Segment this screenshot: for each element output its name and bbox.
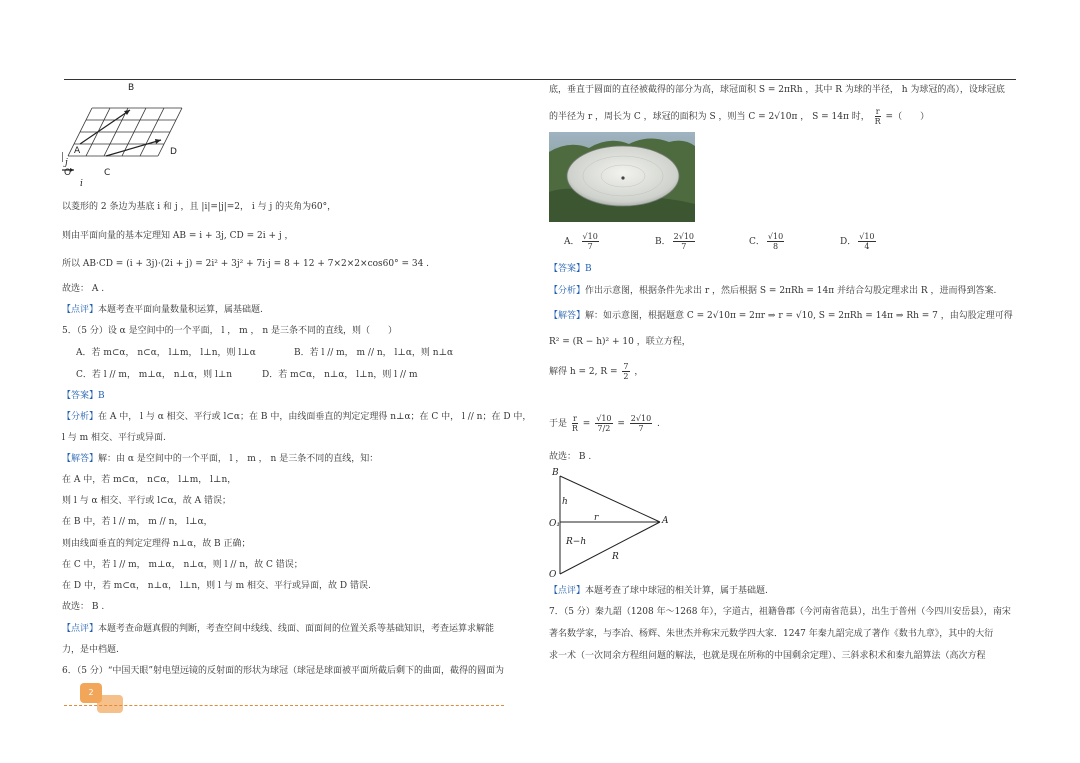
- diagram-label-a: A: [662, 516, 669, 526]
- frac-num: 2√10: [673, 232, 694, 241]
- comment-tag: 【点评】: [62, 305, 99, 315]
- fraction-r-over-r: [875, 107, 881, 126]
- option-label: B．: [655, 237, 671, 247]
- analysis-tag: 【分析】: [62, 412, 99, 422]
- q7-line-3: 求一术（一次同余方程组问题的解法，也就是现在所称的中国剩余定理）、三斜求积术和秦九韶算法（高次方程: [549, 651, 986, 661]
- figure-label-c: C: [104, 168, 111, 178]
- figure-label-i: i: [80, 179, 83, 189]
- comment-2-cont: 力，是中档题.: [62, 645, 119, 655]
- q6-line-2-post: =（ ）: [885, 112, 930, 122]
- frac-den: 7: [638, 424, 644, 433]
- comment-text: 本题考查命题真假的判断，考查空间中线线、线面、面面间的位置关系等基础知识，考查运算求解能: [98, 624, 495, 634]
- frac-num: √10: [767, 232, 784, 241]
- comment-3: [549, 585, 768, 597]
- solution-line: 在 A 中，若 m⊂α， n⊂α， l⊥m， l⊥n，: [62, 475, 237, 485]
- frac-num: √10: [582, 232, 598, 241]
- figure-label-b: B: [128, 83, 135, 93]
- solution-line: 则 l 与 α 相交、平行或 l⊂α，故 A 错误；: [62, 496, 231, 506]
- text-line: 所以 AB·CD = (i + 3j)·(2i + j) = 2i² + 3j² + 7i·j = 8 + 12 + 7×2×2×cos60° = 34 .: [62, 259, 430, 269]
- diagram-label-r: r: [594, 513, 599, 523]
- q5-option-a: A．若 m⊂α， n⊂α， l⊥m， l⊥n，则 l⊥α: [76, 348, 256, 358]
- frac-num: r: [875, 107, 880, 116]
- answer-value: B: [98, 391, 105, 401]
- q5-option-c: C．若 l // m， m⊥α， n⊥α，则 l⊥n: [76, 370, 233, 380]
- figure-label-d: D: [170, 147, 177, 157]
- diagram-label-o1: O₁: [549, 519, 560, 529]
- diagram-label-o: O: [549, 570, 557, 580]
- solution-line: 故选： B .: [62, 602, 105, 612]
- comment-text: 本题考查平面向量数量积运算，属基础题.: [98, 305, 263, 315]
- q6-option-b: [655, 232, 697, 251]
- footer-rule: [64, 705, 504, 706]
- q5-answer: [62, 390, 105, 402]
- solution-tag: 【解答】: [62, 454, 99, 464]
- diagram-label-b: B: [552, 468, 559, 478]
- frac-num: r: [572, 414, 577, 423]
- solution-line: R² = (R − h)² + 10 ，联立方程，: [549, 337, 691, 347]
- solution-post: .: [657, 419, 660, 429]
- solution-line: 在 D 中，若 m⊂α， n⊥α， l⊥n，则 l 与 m 相交、平行或异面，故 D 错误.: [62, 581, 371, 591]
- solution-line: 在 B 中，若 l // m， m // n， l⊥α，: [62, 517, 213, 527]
- analysis-tag: 【分析】: [549, 286, 586, 296]
- solution-text: 解：由 α 是空间中的一个平面， l ， m ， n 是三条不同的直线，知：: [98, 454, 379, 464]
- frac-num: √10: [596, 414, 612, 423]
- answer-tag: 【答案】: [549, 264, 586, 274]
- option-label: A．: [564, 237, 580, 247]
- text-line: 故选： A .: [62, 284, 105, 294]
- solution-post: ，: [634, 367, 644, 377]
- solution-line: 则由线面垂直的判定定理得 n⊥α，故 B 正确；: [62, 539, 251, 549]
- solution-line: 在 C 中，若 l // m， m⊥α， n⊥α，则 l // n，故 C 错误；: [62, 560, 303, 570]
- q7-line-1: 7．（5 分）秦九韶（1208 年～1268 年），字道古，祖籍鲁郡（今河南省范县），出生于普州（今四川安岳县），南宋: [549, 607, 1011, 617]
- frac-den: R: [571, 424, 578, 433]
- q6-line-2-pre: 的半径为 r ，周长为 C ，球冠的面积为 S ，则当 C = 2√10π ， S = 14π 时，: [549, 112, 870, 122]
- option-label: D．: [840, 237, 857, 247]
- analysis-text: 作出示意图，根据条件先求出 r ，然后根据 S = 2πRh = 14π 并结合勾股定理求出 R ，进而得到答案.: [585, 286, 997, 296]
- q5-option-d: D．若 m⊂α， n⊥α， l⊥n，则 l // m: [262, 370, 418, 380]
- figure-label-o: O: [64, 168, 72, 178]
- q6-option-d: [840, 232, 878, 251]
- fast-telescope-photo: [549, 132, 695, 222]
- frac-den: 7: [681, 242, 687, 251]
- frac-den: 8: [772, 242, 779, 251]
- answer-value: B: [585, 264, 592, 274]
- header-rule: [64, 79, 1016, 80]
- comment-text: 本题考查了球中球冠的相关计算，属于基础题.: [585, 586, 768, 596]
- q5-solution: [62, 453, 378, 465]
- equals: =: [617, 419, 625, 429]
- frac-num: √10: [859, 232, 875, 241]
- answer-tag: 【答案】: [62, 391, 99, 401]
- figure-label-a: A: [74, 146, 81, 156]
- diagram-label-r-minus-h: R−h: [566, 537, 587, 547]
- diagram-label-h: h: [562, 497, 568, 507]
- q6-line-1: 底，垂直于圆面的直径被截得的部分为高，球冠面积 S = 2πRh ，其中 R 为球的半径， h 为球冠的高），设球冠底: [549, 85, 1005, 95]
- frac-den: 7/2: [597, 424, 611, 433]
- q5-stem: 5．（5 分）设 α 是空间中的一个平面， l ， m ， n 是三条不同的直线，则（ ）: [62, 326, 397, 336]
- analysis-text: 在 A 中， l 与 α 相交、平行或 l⊂α；在 B 中，由线面垂直的判定定理得 n⊥α；在 C 中， l // n；在 D 中，: [98, 412, 532, 422]
- q6-answer: [549, 263, 592, 275]
- solution-pre: 解得 h = 2, R =: [549, 367, 618, 377]
- q5-analysis: [62, 411, 531, 423]
- solution-text: 解：如示意图，根据题意 C = 2√10π = 2πr ⇒ r = √10, S = 2πRh = 14π ⇒ Rh = 7 ，由勾股定理可得: [585, 311, 1013, 321]
- rhombus-grid-figure: [62, 80, 202, 190]
- frac-num: 7: [623, 362, 629, 371]
- q6-stem: 6．（5 分）“中国天眼”射电望远镜的反射面的形状为球冠（球冠是球面被平面所截后剩下的曲面，截得的圆面为: [62, 666, 505, 676]
- frac-den: 4: [864, 242, 870, 251]
- solution-line: [549, 362, 643, 381]
- text-line: 则由平面向量的基本定理知 AB = i + 3j, CD = 2i + j ，: [62, 231, 294, 241]
- sphere-cap-diagram: [550, 470, 690, 582]
- q5-option-b: B．若 l // m， m // n， l⊥α，则 n⊥α: [294, 348, 454, 358]
- equals: =: [582, 419, 591, 429]
- frac-den: 7: [587, 242, 593, 251]
- option-label: C．: [749, 237, 765, 247]
- comment-tag: 【点评】: [549, 586, 586, 596]
- comment-1: [62, 304, 263, 316]
- q6-option-a: [564, 232, 601, 251]
- text-line: 以菱形的 2 条边为基底 i 和 j ，且 |i|=|j|=2， i 与 j 的夹角为60°，: [62, 202, 337, 212]
- q6-line-2: [549, 107, 929, 126]
- frac-num: 2√10: [630, 414, 652, 423]
- solution-line: [549, 414, 660, 433]
- q6-solution: [549, 310, 1013, 322]
- q6-option-c: [749, 232, 786, 251]
- frac-den: R: [874, 117, 881, 126]
- page-number-badge: 2: [80, 683, 102, 703]
- q5-analysis-cont: l 与 m 相交、平行或异面.: [62, 433, 166, 443]
- comment-2: [62, 623, 494, 635]
- solution-tag: 【解答】: [549, 311, 586, 321]
- solution-pre: 于是: [549, 419, 568, 429]
- q7-line-2: 著名数学家，与李冶、杨辉、朱世杰并称宋元数学四大家．1247 年秦九韶完成了著作《数书九章》，其中的大衍: [549, 629, 994, 639]
- q6-conclude: 故选： B .: [549, 452, 592, 462]
- comment-tag: 【点评】: [62, 624, 99, 634]
- diagram-label-big-r: R: [612, 552, 619, 562]
- q6-analysis: [549, 285, 996, 297]
- figure-label-j: j: [65, 158, 68, 168]
- frac-den: 2: [623, 372, 629, 381]
